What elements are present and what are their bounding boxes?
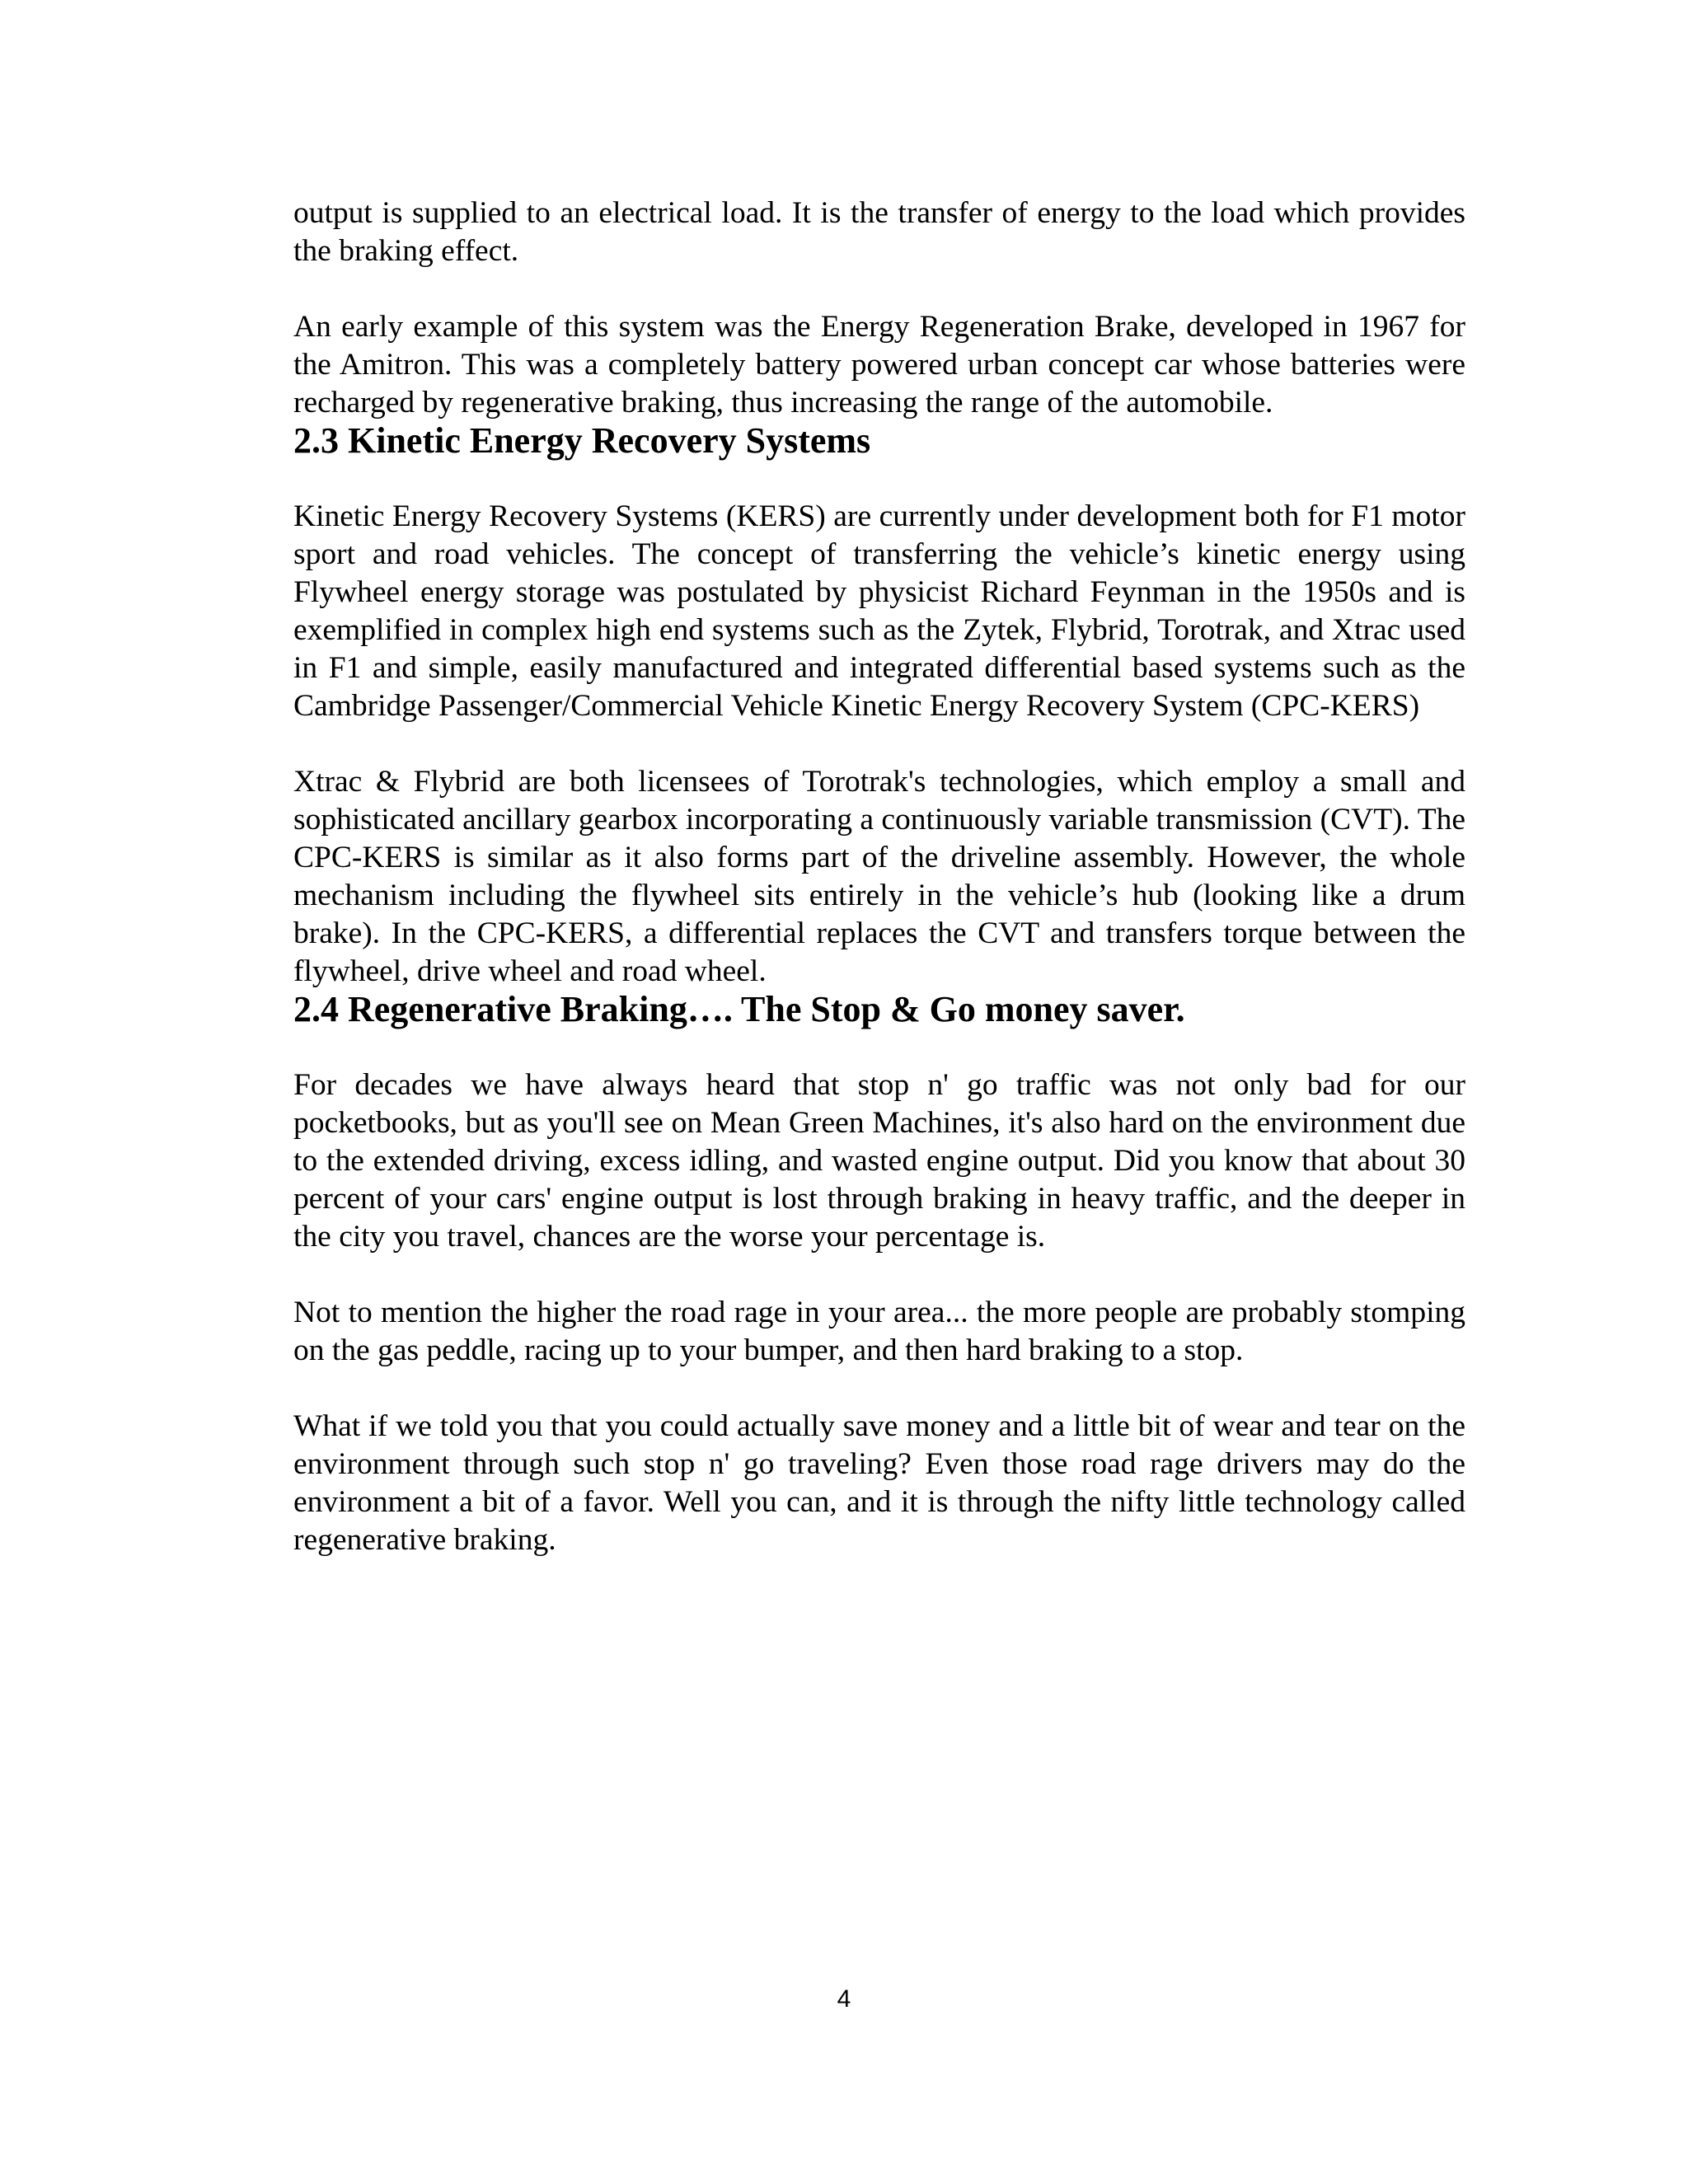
regen-paragraph-2: Not to mention the higher the road rage in your area... the more people are probably stomping on the gas peddle, racing up to your bumper, and then hard braking to a stop. [293, 1296, 1465, 1367]
kers-paragraph-2: Xtrac & Flybrid are both licensees of Torotrak's technologies, which employ a small and sophisticated ancillary gearbox incorporating a continuously variable transmission (CVT). The CPC-KERS is similar as it also forms part of the driveline assembly. However, the whole mechanism including the flywheel sits entirely in the vehicle’s hub (looking like a drum brake). In the CPC-KERS, a differential replaces the CVT and transfers torque between the flywheel, drive wheel and road wheel. [293, 765, 1465, 988]
section-heading-2-4: 2.4 Regenerative Braking…. The Stop & Go money saver. [293, 989, 1185, 1029]
regen-paragraph-3: What if we told you that you could actually save money and a little bit of wear and tear on the environment through such stop n' go traveling? Even those road rage drivers may do the environment a bit of a favor. Well you can, and it is through the nifty little technology called regenerative braking. [293, 1409, 1465, 1557]
page-body [293, 194, 1465, 1559]
intro-paragraph-1: output is supplied to an electrical load. It is the transfer of energy to the load which provides the braking effect. [293, 196, 1465, 268]
section-heading-2-3: 2.3 Kinetic Energy Recovery Systems [293, 420, 871, 461]
page-number: 4 [837, 1985, 851, 2013]
kers-paragraph-1: Kinetic Energy Recovery Systems (KERS) are currently under development both for F1 motor sport and road vehicles. The concept of transferring the vehicle’s kinetic energy using Flywheel energy storage was postulated by physicist Richard Feynman in the 1950s and is exemplified in complex high end systems such as the Zytek, Flybrid, Torotrak, and Xtrac used in F1 and simple, easily manufactured and integrated differential based systems such as the Cambridge Passenger/Commercial Vehicle Kinetic Energy Recovery System (CPC-KERS) [293, 499, 1465, 723]
regen-paragraph-1: For decades we have always heard that stop n' go traffic was not only bad for our pocketbooks, but as you'll see on Mean Green Machines, it's also hard on the environment due to the extended driving, excess idling, and wasted engine output. Did you know that about 30 percent of your cars' engine output is lost through braking in heavy traffic, and the deeper in the city you travel, chances are the worse your percentage is. [293, 1068, 1465, 1254]
intro-paragraph-2: An early example of this system was the Energy Regeneration Brake, developed in 1967 for the Amitron. This was a completely battery powered urban concept car whose batteries were recharged by regenerative braking, thus increasing the range of the automobile. [293, 310, 1465, 419]
